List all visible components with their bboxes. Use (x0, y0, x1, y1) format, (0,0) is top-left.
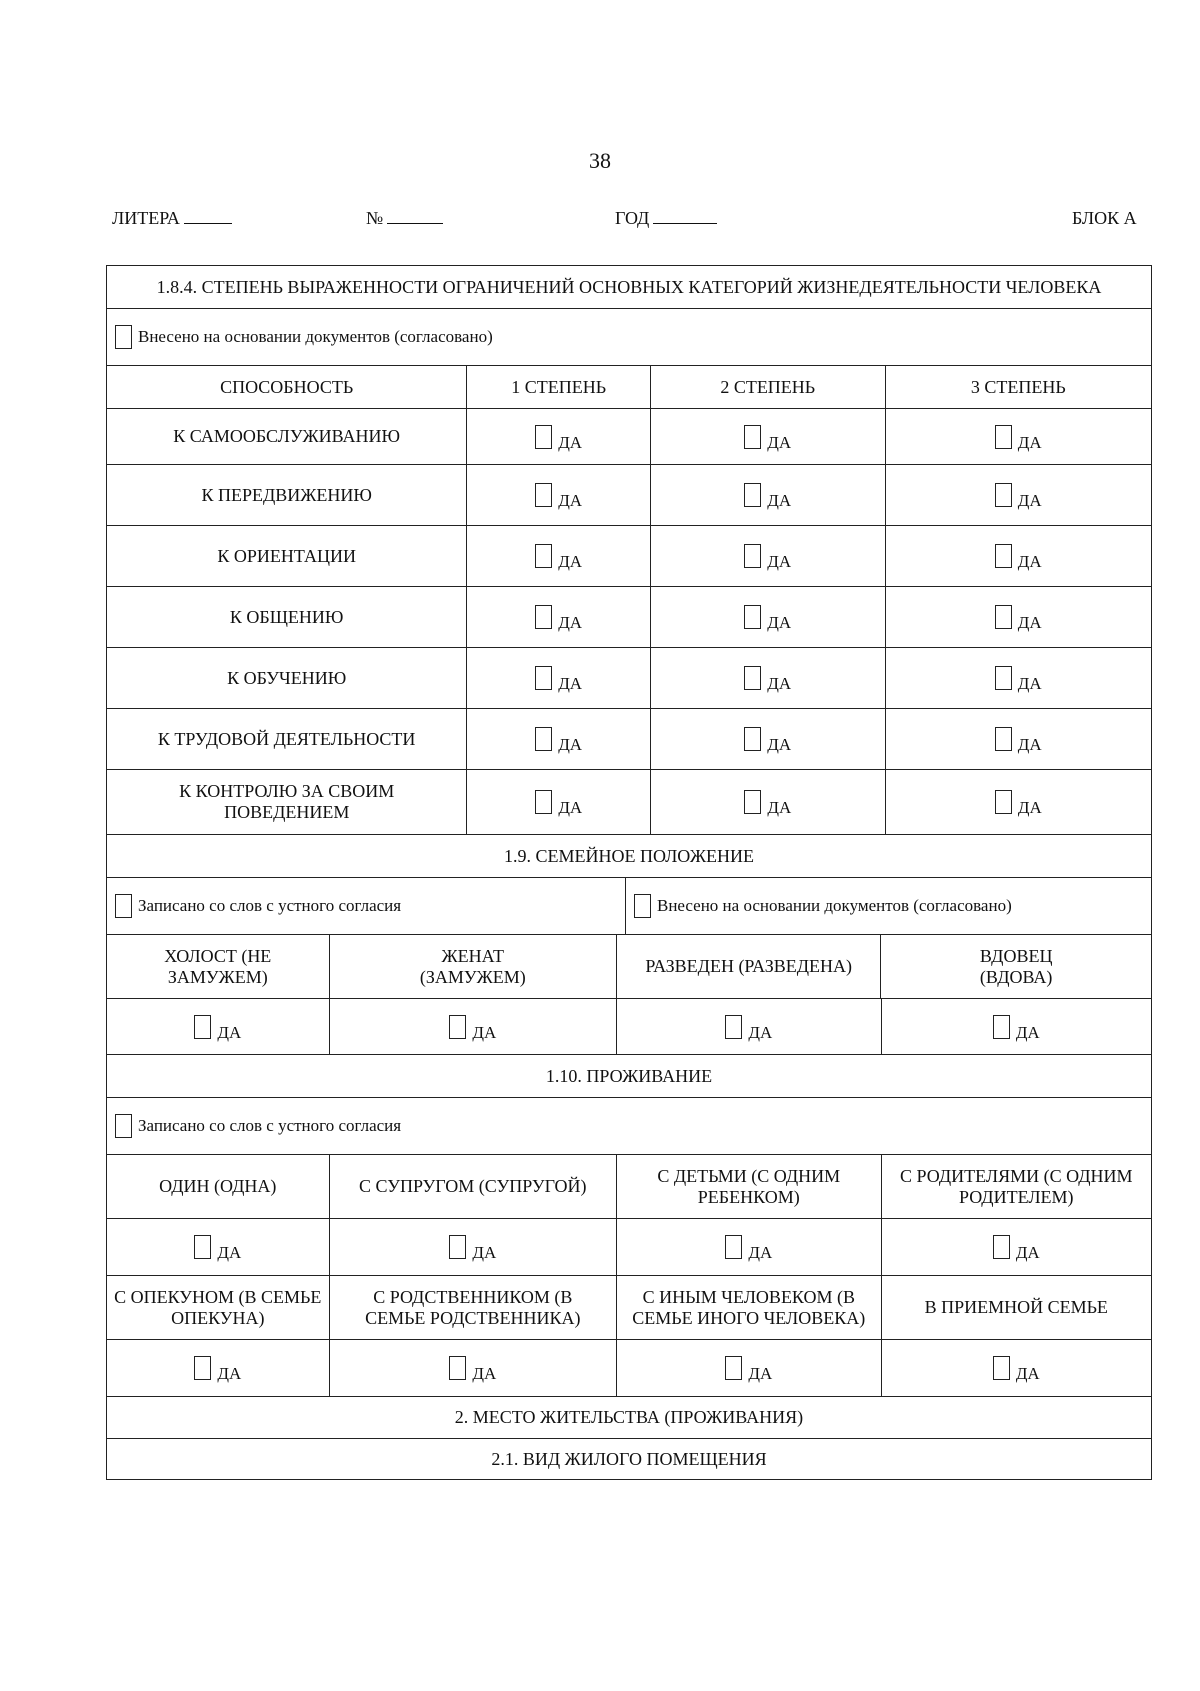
yes-label: ДА (1017, 613, 1042, 633)
ability-label: К ОБЩЕНИЮ (107, 587, 467, 647)
yes-label: ДА (472, 1022, 497, 1042)
yes-label: ДА (1015, 1364, 1040, 1384)
checkbox[interactable] (535, 790, 552, 814)
oral-note-label: Записано со слов с устного согласия (138, 896, 402, 916)
checkbox[interactable] (535, 483, 552, 507)
number-field[interactable] (366, 208, 443, 229)
yes-label: ДА (558, 432, 583, 452)
section-19-notes-row (106, 878, 1152, 935)
degree-1-cell (467, 648, 651, 708)
table-row (106, 409, 1152, 465)
ability-label: К ОБУЧЕНИЮ (107, 648, 467, 708)
yes-option[interactable] (993, 1015, 1040, 1042)
number-blank[interactable] (387, 209, 443, 224)
column-header: 2 СТЕПЕНЬ (651, 366, 886, 408)
option-label: ЖЕНАТ (ЗАМУЖЕМ) (330, 935, 618, 998)
column-header: 1 СТЕПЕНЬ (467, 366, 651, 408)
yes-label: ДА (1017, 798, 1042, 818)
checkbox[interactable] (744, 605, 761, 629)
yes-option[interactable] (995, 483, 1042, 511)
checkbox[interactable] (744, 544, 761, 568)
checkbox[interactable] (993, 1015, 1010, 1039)
yes-cell (882, 999, 1151, 1054)
degree-3-cell (886, 648, 1151, 708)
oral-note-cell (107, 1098, 1151, 1154)
yes-option[interactable] (993, 1356, 1040, 1384)
degree-3-cell (886, 409, 1151, 464)
yes-cell (882, 1340, 1151, 1396)
yes-label: ДА (217, 1022, 242, 1042)
degree-2-cell (651, 465, 886, 525)
litera-field[interactable] (112, 208, 232, 229)
checkbox[interactable] (634, 894, 651, 918)
degree-2-cell (651, 648, 886, 708)
ability-label: К КОНТРОЛЮ ЗА СВОИМ ПОВЕДЕНИЕМ (107, 770, 467, 834)
ability-label: К ТРУДОВОЙ ДЕЯТЕЛЬНОСТИ (107, 709, 467, 769)
yes-option[interactable] (449, 1015, 497, 1042)
checkbox[interactable] (449, 1356, 466, 1380)
degree-1-cell (467, 409, 651, 464)
page-number: 38 (589, 148, 611, 173)
year-field[interactable] (615, 208, 717, 229)
yes-option[interactable] (449, 1356, 497, 1384)
yes-option[interactable] (194, 1356, 242, 1384)
option-label: С ДЕТЬМИ (С ОДНИМ РЕБЕНКОМ) (617, 1155, 882, 1218)
yes-option[interactable] (194, 1015, 242, 1042)
yes-label: ДА (558, 613, 583, 633)
checkbox[interactable] (725, 1015, 742, 1039)
checkbox[interactable] (995, 425, 1012, 449)
section-110-title-row (106, 1055, 1152, 1098)
option-label: ОДИН (ОДНА) (107, 1155, 330, 1218)
degree-1-cell (467, 465, 651, 525)
yes-option[interactable] (995, 666, 1042, 694)
marital-yes-row (106, 999, 1152, 1055)
yes-label: ДА (767, 491, 792, 511)
checkbox[interactable] (535, 605, 552, 629)
checkbox[interactable] (115, 1114, 132, 1138)
ability-label: К ОРИЕНТАЦИИ (107, 526, 467, 586)
degree-1-cell (467, 770, 651, 834)
yes-label: ДА (1017, 735, 1042, 755)
yes-option[interactable] (995, 727, 1042, 755)
degree-3-cell (886, 770, 1151, 834)
degree-2-cell (651, 770, 886, 834)
degree-2-cell (651, 526, 886, 586)
checkbox[interactable] (535, 727, 552, 751)
yes-label: ДА (767, 674, 792, 694)
yes-option[interactable] (744, 666, 792, 694)
degree-2-cell (651, 587, 886, 647)
option-label: ХОЛОСТ (НЕ ЗАМУЖЕМ) (107, 935, 330, 998)
yes-label: ДА (748, 1022, 773, 1042)
yes-cell (107, 1219, 330, 1275)
yes-cell (617, 1219, 882, 1275)
docs-note[interactable] (115, 325, 493, 349)
yes-label: ДА (558, 674, 583, 694)
yes-label: ДА (558, 735, 583, 755)
yes-option[interactable] (535, 544, 583, 572)
option-label: ВДОВЕЦ (ВДОВА) (979, 945, 1053, 987)
living-options-row (106, 1155, 1152, 1219)
oral-note-cell (107, 878, 626, 934)
marital-options-row (106, 935, 1152, 999)
yes-label: ДА (767, 613, 792, 633)
checkbox[interactable] (535, 666, 552, 690)
yes-option[interactable] (744, 483, 792, 511)
checkbox[interactable] (995, 790, 1012, 814)
section-2-title: 2. МЕСТО ЖИТЕЛЬСТВА (ПРОЖИВАНИЯ) (454, 1407, 804, 1428)
section-19-title-row (106, 835, 1152, 878)
docs-note-cell (626, 878, 1151, 934)
checkbox[interactable] (535, 425, 552, 449)
checkbox[interactable] (535, 544, 552, 568)
yes-label: ДА (217, 1364, 242, 1384)
option-label: В ПРИЕМНОЙ СЕМЬЕ (924, 1297, 1108, 1318)
litera-label: ЛИТЕРА (112, 208, 180, 228)
yes-label: ДА (748, 1364, 773, 1384)
living-yes-row (106, 1340, 1152, 1397)
table-row (106, 465, 1152, 526)
checkbox[interactable] (725, 1235, 742, 1259)
yes-cell (107, 999, 330, 1054)
checkbox[interactable] (744, 425, 761, 449)
checkbox[interactable] (194, 1235, 211, 1259)
yes-option[interactable] (535, 727, 583, 755)
yes-option[interactable] (744, 727, 792, 755)
checkbox[interactable] (449, 1235, 466, 1259)
section-184-docs-row (106, 309, 1152, 366)
yes-cell (107, 1340, 330, 1396)
degree-2-cell (651, 709, 886, 769)
yes-label: ДА (767, 552, 792, 572)
yes-label: ДА (1017, 552, 1042, 572)
yes-option[interactable] (993, 1235, 1040, 1263)
form-table (106, 265, 1152, 1480)
checkbox[interactable] (995, 666, 1012, 690)
number-label: № (366, 208, 384, 228)
yes-cell (617, 1340, 882, 1396)
yes-label: ДА (558, 798, 583, 818)
column-header: 3 СТЕПЕНЬ (970, 376, 1066, 397)
yes-option[interactable] (744, 425, 792, 452)
living-options-row (106, 1276, 1152, 1340)
option-label: С СУПРУГОМ (СУПРУГОЙ) (330, 1155, 617, 1218)
yes-cell (330, 1219, 617, 1275)
yes-option[interactable] (535, 605, 583, 633)
option-label: С ИНЫМ ЧЕЛОВЕКОМ (В СЕМЬЕ ИНОГО ЧЕЛОВЕКА) (617, 1276, 881, 1339)
section-110-title: 1.10. ПРОЖИВАНИЕ (545, 1065, 713, 1086)
checkbox[interactable] (744, 790, 761, 814)
yes-option[interactable] (449, 1235, 497, 1263)
yes-option[interactable] (535, 483, 583, 511)
yes-option[interactable] (725, 1015, 773, 1042)
section-21-title-row (106, 1439, 1152, 1480)
section-184-title-row (106, 265, 1152, 309)
option-label: С РОДИТЕЛЯМИ (С ОДНИМ РОДИТЕЛЕМ) (900, 1165, 1133, 1207)
checkbox[interactable] (194, 1356, 211, 1380)
checkbox[interactable] (744, 483, 761, 507)
degree-3-cell (886, 465, 1151, 525)
degree-3-cell (886, 526, 1151, 586)
docs-note-label: Внесено на основании документов (согласовано) (138, 327, 493, 347)
checkbox[interactable] (995, 605, 1012, 629)
living-yes-row (106, 1219, 1152, 1276)
checkbox[interactable] (115, 325, 132, 349)
checkbox[interactable] (115, 894, 132, 918)
option-label: С РОДСТВЕННИКОМ (В СЕМЬЕ РОДСТВЕННИКА) (330, 1276, 617, 1339)
yes-label: ДА (767, 432, 792, 452)
yes-option[interactable] (995, 425, 1042, 452)
table-row (106, 648, 1152, 709)
docs-note-label: Внесено на основании документов (согласовано) (657, 896, 1012, 916)
yes-cell (882, 1219, 1151, 1275)
degree-1-cell (467, 526, 651, 586)
checkbox[interactable] (449, 1015, 466, 1039)
yes-option[interactable] (744, 544, 792, 572)
yes-label: ДА (472, 1364, 497, 1384)
checkbox[interactable] (995, 544, 1012, 568)
checkbox[interactable] (725, 1356, 742, 1380)
yes-label: ДА (748, 1243, 773, 1263)
yes-option[interactable] (725, 1356, 773, 1384)
yes-label: ДА (1017, 432, 1042, 452)
yes-cell (330, 1340, 617, 1396)
yes-label: ДА (217, 1243, 242, 1263)
checkbox[interactable] (995, 727, 1012, 751)
checkbox[interactable] (993, 1356, 1010, 1380)
yes-option[interactable] (995, 605, 1042, 633)
yes-label: ДА (558, 491, 583, 511)
docs-note-cell (107, 309, 1151, 365)
yes-option[interactable] (535, 790, 583, 818)
oral-note-label: Записано со слов с устного согласия (138, 1116, 402, 1136)
checkbox[interactable] (995, 483, 1012, 507)
degree-1-cell (467, 709, 651, 769)
table-row (106, 770, 1152, 835)
column-header: СПОСОБНОСТЬ (107, 366, 467, 408)
degree-3-cell (886, 709, 1151, 769)
yes-label: ДА (1017, 674, 1042, 694)
yes-label: ДА (472, 1243, 497, 1263)
yes-cell (330, 999, 617, 1054)
yes-option[interactable] (995, 790, 1042, 818)
yes-option[interactable] (995, 544, 1042, 572)
oral-note[interactable] (115, 1114, 401, 1138)
table-row (106, 587, 1152, 648)
checkbox[interactable] (744, 666, 761, 690)
degree-2-cell (651, 409, 886, 464)
degree-1-cell (467, 587, 651, 647)
section-110-note-row (106, 1098, 1152, 1155)
yes-option[interactable] (744, 605, 792, 633)
degree-3-cell (886, 587, 1151, 647)
section-19-title: 1.9. СЕМЕЙНОЕ ПОЛОЖЕНИЕ (504, 845, 754, 866)
yes-label: ДА (1015, 1243, 1040, 1263)
yes-option[interactable] (535, 425, 583, 452)
docs-note[interactable] (634, 894, 1012, 918)
block-label: БЛОК А (1072, 208, 1137, 228)
litera-blank[interactable] (184, 209, 232, 224)
option-label: С ОПЕКУНОМ (В СЕМЬЕ ОПЕКУНА) (107, 1276, 330, 1339)
option-label: РАЗВЕДЕН (РАЗВЕДЕНА) (617, 935, 881, 998)
yes-label: ДА (558, 552, 583, 572)
yes-label: ДА (1017, 491, 1042, 511)
checkbox[interactable] (744, 727, 761, 751)
oral-note[interactable] (115, 894, 401, 918)
ability-label: К ПЕРЕДВИЖЕНИЮ (107, 465, 467, 525)
section-184-title: 1.8.4. СТЕПЕНЬ ВЫРАЖЕННОСТИ ОГРАНИЧЕНИЙ ОСНОВНЫХ КАТЕГОРИЙ ЖИЗНЕДЕЯТЕЛЬНОСТИ ЧЕЛОВЕКА (156, 276, 1102, 297)
yes-label: ДА (767, 798, 792, 818)
yes-label: ДА (767, 735, 792, 755)
section-2-title-row (106, 1397, 1152, 1439)
ability-label: К САМООБСЛУЖИВАНИЮ (107, 409, 467, 464)
yes-label: ДА (1015, 1022, 1040, 1042)
yes-cell (617, 999, 882, 1054)
checkbox[interactable] (993, 1235, 1010, 1259)
section-184-header-row (106, 366, 1152, 409)
yes-option[interactable] (744, 790, 792, 818)
section-21-title: 2.1. ВИД ЖИЛОГО ПОМЕЩЕНИЯ (491, 1448, 767, 1469)
table-row (106, 526, 1152, 587)
yes-option[interactable] (725, 1235, 773, 1263)
year-blank[interactable] (653, 209, 717, 224)
table-row (106, 709, 1152, 770)
yes-option[interactable] (535, 666, 583, 694)
year-label: ГОД (615, 208, 650, 228)
yes-option[interactable] (194, 1235, 242, 1263)
checkbox[interactable] (194, 1015, 211, 1039)
